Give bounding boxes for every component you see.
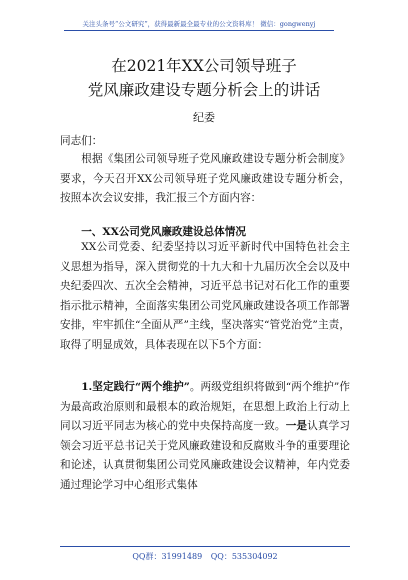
- section1-block: [60, 238, 350, 355]
- intro-paragraph: 根据《集团公司领导班子党风廉政建设专题分析会制度》要求，今天召开XX公司领导班子党风廉政建设专题分析会，按照本次会议安排，我汇报三个方面内容：: [60, 153, 350, 204]
- document-author: 纪委: [193, 111, 215, 124]
- document-title-line2: 党风廉政建设专题分析会上的讲话: [87, 81, 321, 99]
- point1-text-a: 。两级党组织将做到“两个维护”作为最高政治原则和最根本的政治规矩，在思想上政治上行动上同以习近平同志为核心的党中央保持高度一致。: [60, 381, 350, 432]
- footer: [60, 546, 350, 562]
- intro-block: [60, 150, 350, 209]
- footer-qq: QQ：535304092: [210, 552, 278, 561]
- document-title-line1: 在2021年XX公司领导班子: [111, 57, 297, 75]
- greeting: 同志们：: [60, 135, 103, 147]
- header-banner: 关注头条号“公文研究”，获得最新最全最专业的公文资料库！ 微信：gongwenyj: [64, 20, 334, 31]
- point1-sub-label: 一是: [285, 420, 308, 432]
- section1-heading: 一、XX公司党风廉政建设总体情况: [81, 226, 246, 238]
- point1-paragraph: [60, 378, 350, 495]
- point1-block: [60, 378, 350, 495]
- section1-paragraph: XX公司党委、纪委坚持以习近平新时代中国特色社会主义思想为指导，深入贯彻党的十九大和十九届历次全会以及中央纪委四次、五次全会精神，习近平总书记对石化工作的重要指示批示精神，全面落实集团公司党风廉政建设各项工作部署安排，牢牢抓住“全面从严”主线，坚决落实“管党治党”主责，取得了明显成效，具体表现在以下5个方面：: [60, 241, 350, 351]
- point1-heading: 1.坚定践行“两个维护”: [81, 381, 190, 393]
- footer-qq-group: QQ群：31991489: [132, 552, 203, 561]
- point1-text-b: 认真学习领会习近平总书记关于党风廉政建设和反腐败斗争的重要理论和论述，认真贯彻集团公司党风廉政建设会议精神，年内党委通过理论学习中心组形式集体: [60, 420, 351, 491]
